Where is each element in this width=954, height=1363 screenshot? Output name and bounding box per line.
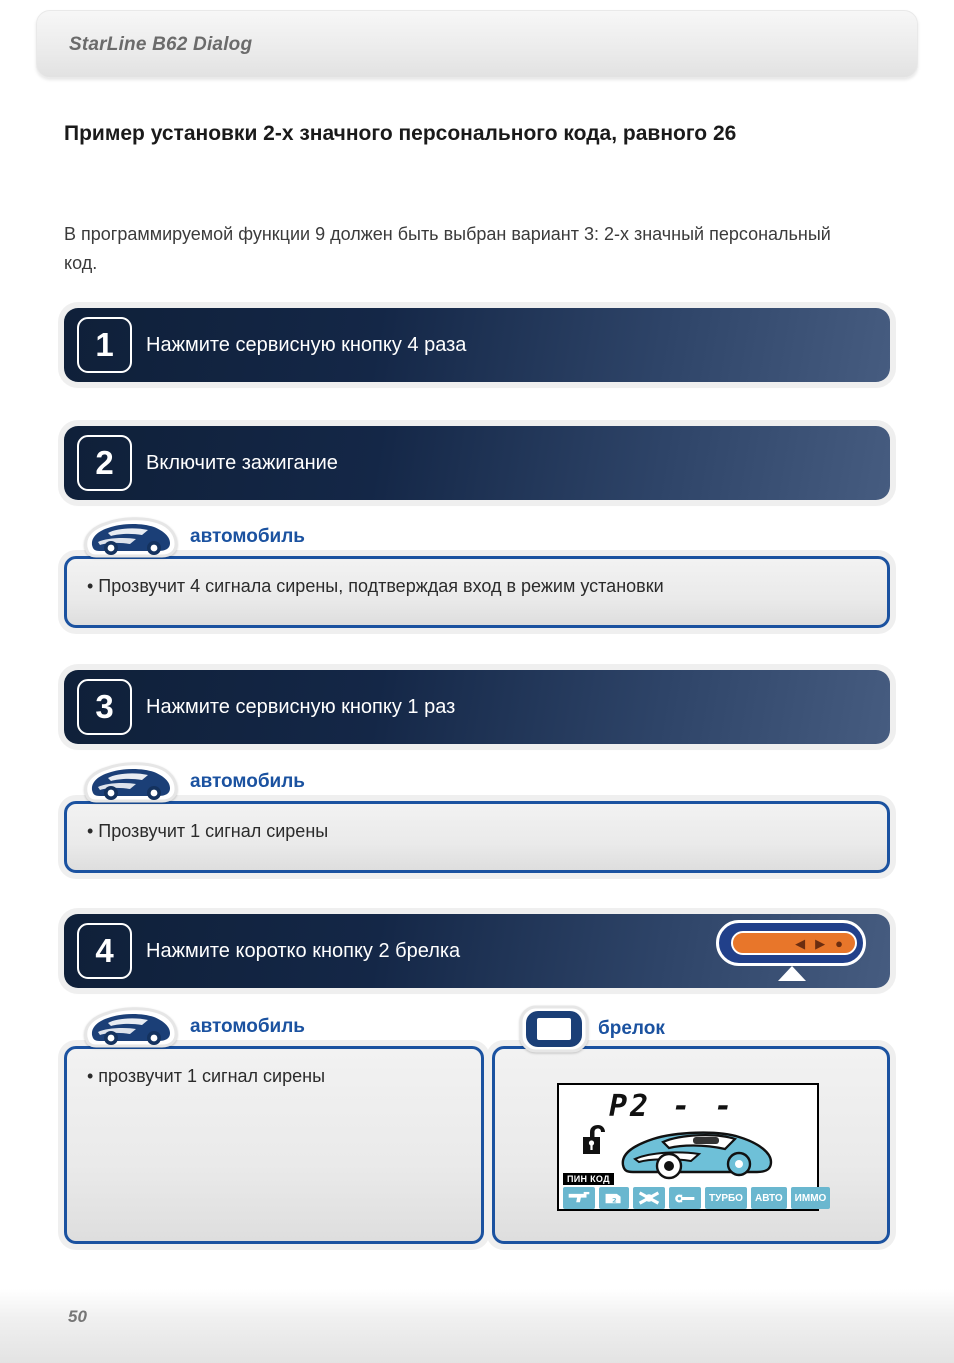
keyfob-icon <box>518 1003 590 1055</box>
step-number-2: 2 <box>77 435 132 491</box>
step-number-1: 1 <box>77 317 132 373</box>
header-title: StarLine B62 Dialog <box>69 34 253 55</box>
car-tag-1 <box>78 511 305 563</box>
lcd-status-icons <box>563 1187 830 1209</box>
step-row-3 <box>64 670 890 744</box>
lcd-screen <box>557 1083 827 1211</box>
scissors-icon <box>633 1187 665 1209</box>
car-tag-label-3: автомобиль <box>190 1016 305 1037</box>
fob-display-box <box>492 1046 890 1244</box>
car-tag-3 <box>78 1001 305 1053</box>
result-box-2 <box>64 801 890 873</box>
lcd-code-text: P2 - - <box>609 1089 736 1124</box>
car-icon <box>78 1001 182 1053</box>
car-tag-2 <box>78 756 305 808</box>
fob-tag <box>518 1003 665 1055</box>
step-number-3: 3 <box>77 679 132 735</box>
page-footer <box>0 1289 954 1363</box>
step-row-1 <box>64 308 890 382</box>
unlocked-padlock-icon <box>581 1123 611 1157</box>
result-box-1 <box>64 556 890 628</box>
car-icon <box>78 511 182 563</box>
page-number: 50 <box>68 1307 87 1326</box>
car-icon <box>78 756 182 808</box>
fob-button-outline <box>716 920 866 966</box>
fob-pointer-arrow-icon <box>778 966 806 981</box>
immo-icon: ИММО <box>791 1187 831 1209</box>
step-number-4: 4 <box>77 923 132 979</box>
result-text-2: • Прозвучит 1 сигнал сирены <box>87 821 329 841</box>
page-header <box>36 10 918 78</box>
step-text-4: Нажмите коротко кнопку 2 брелка <box>146 940 461 962</box>
result-text-1: • Прозвучит 4 сигнала сирены, подтверждая вход в режим установки <box>87 576 664 596</box>
fob-dot-icon: ● <box>835 935 843 951</box>
fob-button-2-highlight <box>731 931 857 955</box>
fob-left-arrow-icon: ◀ <box>795 935 806 951</box>
result-box-3 <box>64 1046 484 1244</box>
result-text-3: • прозвучит 1 сигнал сирены <box>87 1066 326 1086</box>
svg-text:2: 2 <box>612 1195 617 1204</box>
intro-paragraph: В программируемой функции 9 должен быть выбран вариант 3: 2-х значный персональный код. <box>64 224 831 273</box>
step-text-1: Нажмите сервисную кнопку 4 раза <box>146 334 467 356</box>
step-row-4 <box>64 914 890 988</box>
lcd-car-icon <box>617 1121 777 1181</box>
page-title: Пример установки 2-х значного персонального кода, равного 26 <box>64 122 737 145</box>
fob-button-diagram <box>716 920 866 982</box>
auto-icon: АВТО <box>751 1187 787 1209</box>
pistol-icon <box>563 1187 595 1209</box>
turbo-icon: ТУРБО <box>705 1187 747 1209</box>
step-text-3: Нажмите сервисную кнопку 1 раз <box>146 696 456 718</box>
car-tag-label-1: автомобиль <box>190 526 305 547</box>
step-text-2: Включите зажигание <box>146 452 338 474</box>
car-tag-label-2: автомобиль <box>190 771 305 792</box>
pin-code-label: ПИН КОД <box>563 1173 614 1185</box>
fob-right-arrow-icon: ▶ <box>815 935 826 951</box>
fob-tag-label: брелок <box>598 1018 665 1039</box>
step-row-2 <box>64 426 890 500</box>
wrench-icon <box>669 1187 701 1209</box>
door-2-icon <box>599 1187 629 1209</box>
